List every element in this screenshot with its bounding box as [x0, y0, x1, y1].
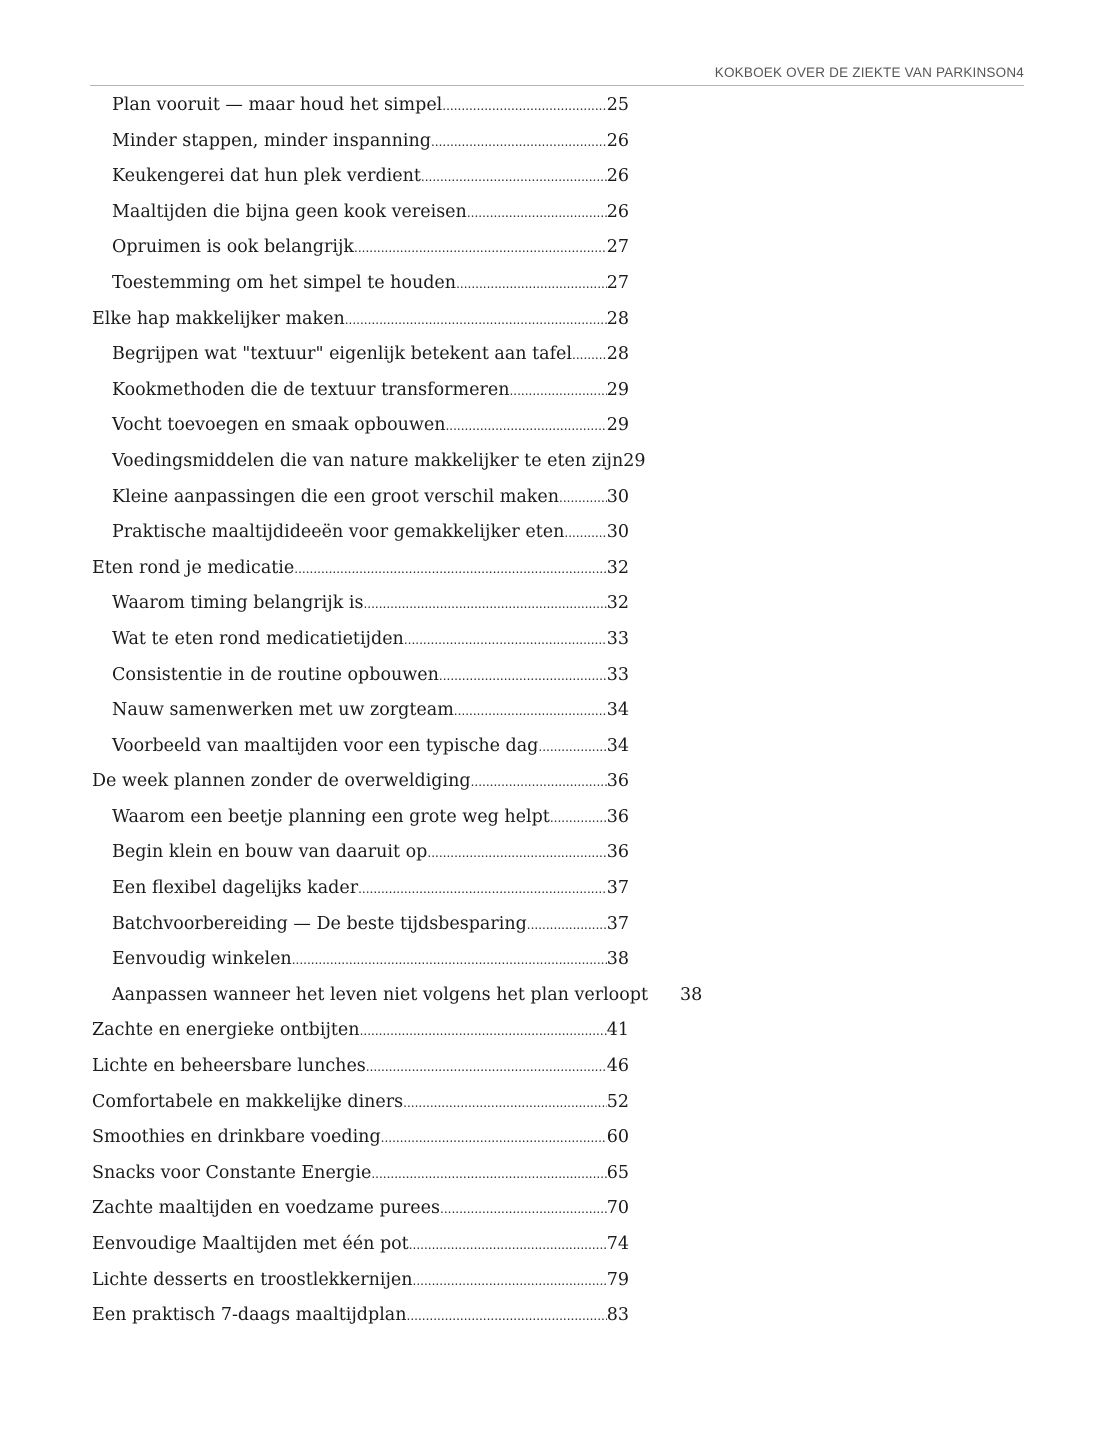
toc-entry-title: Begin klein en bouw van daaruit op — [112, 842, 428, 863]
toc-entry-title: Comfortabele en makkelijke diners — [92, 1091, 404, 1112]
toc-leader-dots — [363, 587, 606, 623]
toc-entry-title: Toestemming om het simpel te houden — [112, 272, 457, 293]
toc-entry-page: 28 — [606, 344, 629, 365]
toc-leader-dots — [527, 908, 607, 944]
toc-leader-dots — [421, 160, 607, 196]
toc-entry[interactable] — [0, 835, 1113, 871]
toc-entry[interactable] — [0, 622, 1113, 658]
toc-entry[interactable] — [0, 1298, 1113, 1334]
toc-entry[interactable] — [0, 480, 1113, 516]
toc-entry-title: Plan vooruit — maar houd het simpel — [112, 95, 443, 115]
toc-entry[interactable] — [0, 871, 1113, 907]
toc-entry[interactable] — [0, 551, 1113, 587]
toc-entry[interactable] — [0, 1013, 1113, 1049]
toc-entry[interactable] — [0, 586, 1113, 622]
toc-entry-page: 41 — [606, 1020, 629, 1041]
toc-entry-title: Batchvoorbereiding — De beste tijdsbesparing — [112, 913, 527, 934]
toc-entry-title: Minder stappen, minder inspanning — [112, 130, 431, 151]
toc-leader-dots — [440, 1192, 607, 1228]
toc-entry[interactable] — [0, 159, 1113, 195]
toc-entry-title: Maaltijden die bijna geen kook vereisen — [112, 201, 467, 222]
toc-leader-dots — [456, 267, 607, 303]
toc-leader-dots — [345, 303, 607, 339]
toc-entry-page: 36 — [606, 771, 629, 792]
running-header: KOKBOEK OVER DE ZIEKTE VAN PARKINSON4 — [714, 65, 1024, 80]
toc-entry[interactable] — [0, 1049, 1113, 1085]
toc-entry[interactable] — [0, 195, 1113, 231]
toc-entry[interactable] — [0, 88, 1113, 124]
toc-entry-page: 79 — [606, 1269, 629, 1290]
toc-entry-page: 26 — [606, 201, 629, 222]
toc-entry-title: Praktische maaltijdideeën voor gemakkelijker eten — [112, 522, 565, 543]
toc-entry-title: Keukengerei dat hun plek verdient — [112, 166, 421, 187]
toc-entry-page: 70 — [606, 1198, 629, 1219]
toc-leader-dots — [371, 1157, 606, 1193]
toc-entry-page: 32 — [606, 593, 629, 614]
toc-entry[interactable] — [0, 693, 1113, 729]
toc-entry-page: 28 — [606, 308, 629, 329]
toc-entry[interactable] — [0, 230, 1113, 266]
toc-entry[interactable] — [0, 658, 1113, 694]
toc-leader-dots — [358, 872, 607, 908]
toc-entry-page: 46 — [606, 1056, 629, 1077]
toc-leader-dots — [409, 1228, 607, 1264]
toc-entry[interactable] — [0, 1191, 1113, 1227]
toc-leader-dots — [431, 125, 607, 161]
toc-entry[interactable] — [0, 337, 1113, 373]
toc-entry-page: 32 — [606, 557, 629, 578]
toc-leader-dots — [445, 409, 606, 445]
toc-entry-title: Een flexibel dagelijks kader — [112, 878, 359, 899]
toc-entry-title: Eenvoudige Maaltijden met één pot — [92, 1234, 409, 1254]
toc-entry-title: Kleine aanpassingen die een groot verschil maken — [112, 486, 559, 507]
toc-entry-title: Nauw samenwerken met uw zorgteam — [112, 700, 454, 721]
toc-entry-title: Voedingsmiddelen die van nature makkelijker te eten zijn — [112, 450, 624, 471]
toc-leader-dots — [407, 1299, 607, 1335]
toc-leader-dots — [442, 89, 606, 125]
toc-entry-page: 38 — [606, 949, 629, 970]
toc-leader-dots — [413, 1264, 607, 1300]
toc-leader-dots — [439, 659, 607, 695]
toc-entry[interactable] — [0, 124, 1113, 160]
toc-entry[interactable] — [0, 764, 1113, 800]
toc-leader-dots — [294, 552, 606, 588]
toc-entry-title: Kookmethoden die de textuur transformeren — [112, 379, 510, 400]
toc-entry-title: Opruimen is ook belangrijk — [112, 237, 355, 258]
toc-entry-title: Elke hap makkelijker maken — [92, 308, 345, 329]
toc-entry-title: Voorbeeld van maaltijden voor een typische dag — [112, 735, 539, 756]
toc-entry-page: 25 — [606, 95, 629, 115]
toc-entry-page: 29 — [606, 415, 629, 436]
toc-entry-page: 37 — [606, 878, 629, 899]
toc-entry-title: Waarom timing belangrijk is — [112, 593, 364, 614]
toc-entry-page: 36 — [606, 842, 629, 863]
toc-entry[interactable] — [0, 800, 1113, 836]
toc-entry-page: 27 — [606, 237, 629, 258]
toc-leader-dots — [366, 1050, 607, 1086]
page-header — [90, 62, 1024, 86]
toc-entry-page: 74 — [606, 1234, 629, 1254]
toc-entry-title: Lichte en beheersbare lunches — [92, 1056, 366, 1077]
toc-entry[interactable] — [0, 266, 1113, 302]
toc-entry-title: Lichte desserts en troostlekkernijen — [92, 1269, 413, 1290]
toc-leader-dots — [354, 231, 607, 267]
toc-entry-page: 34 — [606, 700, 629, 721]
toc-leader-dots — [572, 338, 607, 374]
toc-entry-page: 34 — [606, 735, 629, 756]
toc-entry-page: 30 — [606, 486, 629, 507]
toc-leader-dots — [471, 765, 607, 801]
toc-entry[interactable] — [0, 408, 1113, 444]
toc-leader-dots — [404, 623, 607, 659]
toc-entry-page: 83 — [606, 1305, 629, 1326]
toc-entry-page: 33 — [606, 664, 629, 685]
toc-leader-dots — [427, 836, 606, 872]
toc-entry[interactable] — [0, 942, 1113, 978]
toc-entry-page: 26 — [606, 130, 629, 151]
toc-leader-dots — [509, 374, 606, 410]
toc-entry-page: 60 — [606, 1127, 629, 1148]
toc-entry[interactable] — [0, 1227, 1113, 1263]
toc-entry[interactable] — [0, 373, 1113, 409]
toc-entry-title: Snacks voor Constante Energie — [92, 1162, 372, 1183]
toc-entry-page: 38 — [680, 984, 703, 1005]
toc-entry[interactable] — [0, 1263, 1113, 1299]
toc-entry-title: Waarom een beetje planning een grote weg helpt — [112, 806, 550, 827]
toc-entry-title: De week plannen zonder de overweldiging — [92, 771, 471, 792]
toc-leader-dots — [467, 196, 607, 232]
toc-entry-page: 52 — [606, 1091, 629, 1112]
toc-entry[interactable] — [0, 1085, 1113, 1121]
toc-leader-dots — [381, 1121, 607, 1157]
toc-leader-dots — [292, 943, 607, 979]
toc-entry[interactable] — [0, 729, 1113, 765]
toc-entry-title: Eenvoudig winkelen — [112, 949, 292, 970]
toc-entry-page: 65 — [606, 1162, 629, 1183]
toc-entry-page: 26 — [606, 166, 629, 187]
table-of-contents — [0, 88, 1113, 1334]
toc-leader-dots — [454, 694, 607, 730]
toc-entry-title: Zachte maaltijden en voedzame purees — [92, 1198, 440, 1219]
toc-entry-page: 27 — [606, 272, 629, 293]
toc-entry[interactable] — [0, 978, 1113, 1014]
toc-leader-dots — [360, 1014, 607, 1050]
toc-entry-title: Wat te eten rond medicatietijden — [112, 628, 404, 649]
toc-leader-dots — [538, 730, 606, 766]
toc-entry[interactable] — [0, 515, 1113, 551]
toc-entry[interactable] — [0, 1120, 1113, 1156]
toc-entry-title: Een praktisch 7-daags maaltijdplan — [92, 1305, 407, 1326]
toc-entry[interactable] — [0, 907, 1113, 943]
toc-entry-title: Aanpassen wanneer het leven niet volgens het plan verloopt — [112, 984, 648, 1005]
toc-entry-title: Begrijpen wat "textuur" eigenlijk betekent aan tafel — [112, 344, 573, 365]
toc-entry-title: Eten rond je medicatie — [92, 557, 295, 578]
toc-entry-page: 36 — [606, 806, 629, 827]
toc-entry-page: 37 — [606, 913, 629, 934]
toc-entry-title: Smoothies en drinkbare voeding — [92, 1127, 381, 1148]
toc-leader-dots — [559, 481, 607, 517]
toc-leader-dots — [403, 1086, 607, 1122]
toc-entry-title: Consistentie in de routine opbouwen — [112, 664, 439, 685]
toc-leader-dots — [564, 516, 606, 552]
toc-entry-title: Vocht toevoegen en smaak opbouwen — [112, 415, 446, 436]
toc-entry-page: 33 — [606, 628, 629, 649]
toc-entry[interactable] — [0, 302, 1113, 338]
toc-entry[interactable] — [0, 444, 1113, 480]
toc-entry-page: 30 — [606, 522, 629, 543]
toc-entry[interactable] — [0, 1156, 1113, 1192]
toc-entry-page: 29 — [606, 379, 629, 400]
toc-entry-page: 29 — [623, 450, 646, 471]
toc-entry-title: Zachte en energieke ontbijten — [92, 1020, 360, 1041]
toc-leader-dots — [550, 801, 607, 837]
